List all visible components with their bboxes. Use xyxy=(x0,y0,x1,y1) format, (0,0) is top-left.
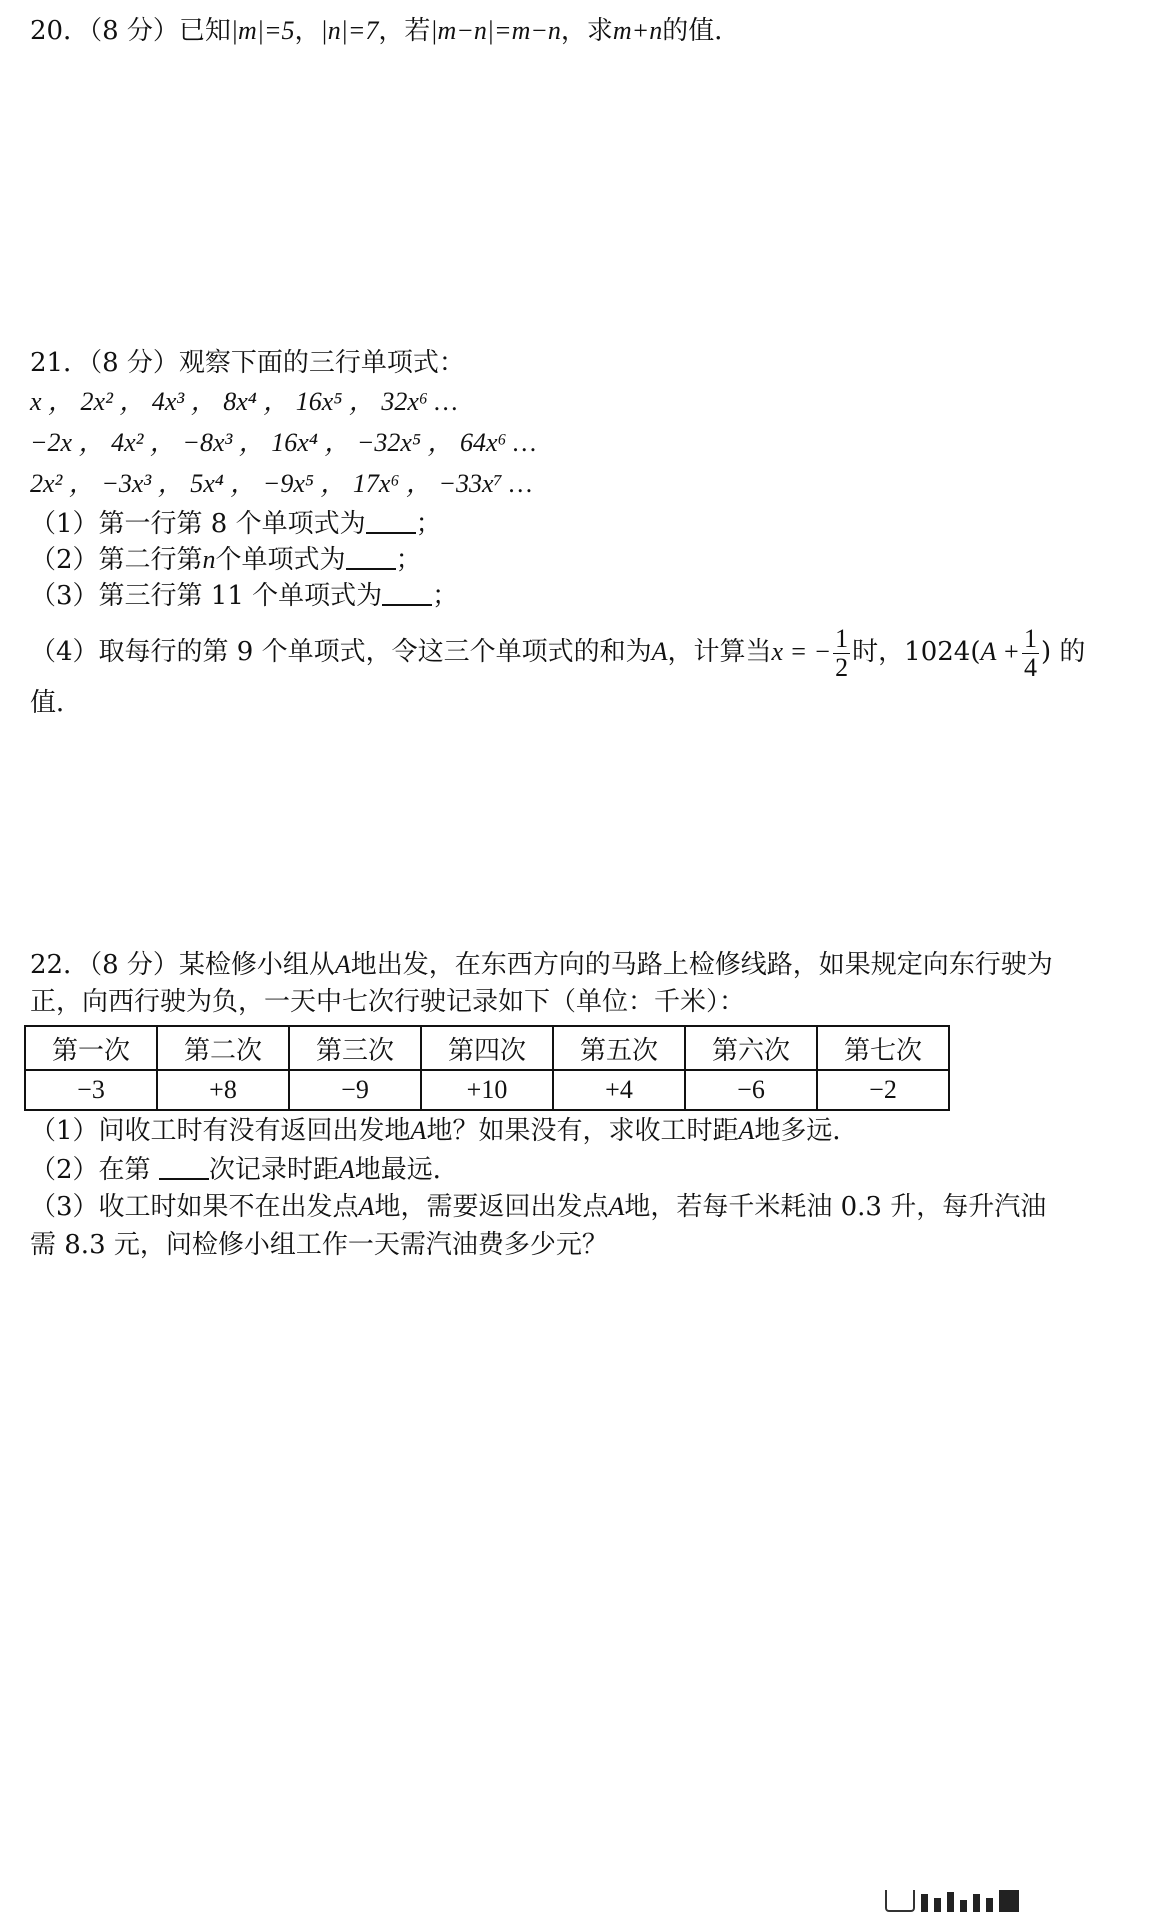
part-text: ) 的 xyxy=(1040,637,1086,667)
logo-bar xyxy=(947,1892,954,1912)
frac-denominator: 4 xyxy=(1023,652,1037,682)
q21-row-2 xyxy=(30,426,536,460)
part-text: （3）收工时如果不在出发点 xyxy=(30,1192,359,1222)
frac-numerator: 1 xyxy=(1023,623,1037,653)
frac-denominator: 2 xyxy=(835,652,849,682)
part-text: （4）取每行的第 9 个单项式，令这三个单项式的和为 xyxy=(30,637,652,667)
fraction-one-half xyxy=(833,625,850,682)
monomial-row: 2x² ， −3x³ ， 5x⁴ ， −9x⁵ ， 17x⁶ ， −33x⁷ … xyxy=(30,469,533,498)
header-cell: 第三次 xyxy=(289,1026,421,1070)
q22-part-3 xyxy=(30,1190,1046,1224)
logo-bar xyxy=(934,1898,941,1912)
value-cell: +10 xyxy=(421,1070,553,1110)
part-text: （2）在第 xyxy=(30,1155,151,1185)
logo-bar xyxy=(960,1900,967,1912)
value-cell: +4 xyxy=(553,1070,685,1110)
logo-bar xyxy=(921,1894,928,1912)
q20-suffix: 的值． xyxy=(662,16,741,46)
part-end: ； xyxy=(415,509,442,539)
header-cell: 第五次 xyxy=(553,1026,685,1070)
part-text: 个单项式为 xyxy=(215,545,346,575)
q21-part-1 xyxy=(30,506,442,541)
watermark-logo-icon xyxy=(885,1890,1019,1912)
part-text: （1）第一行第 8 个单项式为 xyxy=(30,509,366,539)
q21-part-2 xyxy=(30,542,422,577)
var-n: n xyxy=(202,545,216,574)
header-cell: 第六次 xyxy=(685,1026,817,1070)
part-text: （1）问收工时有没有返回出发地 xyxy=(30,1116,411,1146)
part-text: 地多远． xyxy=(754,1116,859,1146)
var-A: A xyxy=(338,1155,355,1184)
q22-part-1 xyxy=(30,1114,858,1148)
frac-numerator: 1 xyxy=(835,623,849,653)
part-text: 地最远． xyxy=(354,1155,459,1185)
var-A: A xyxy=(334,950,351,979)
q20-prefix: 20．（8 分）已知 xyxy=(30,16,231,46)
part-end: ； xyxy=(395,545,422,575)
value-cell: −2 xyxy=(817,1070,949,1110)
part-text: 地？如果没有，求收工时距 xyxy=(426,1116,739,1146)
q22-text: 地出发，在东西方向的马路上检修线路，如果规定向东行驶为 xyxy=(350,950,1053,980)
var-x: x = − xyxy=(771,637,832,666)
header-cell: 第二次 xyxy=(157,1026,289,1070)
monomial-row: x ， 2x² ， 4x³ ， 8x⁴ ， 16x⁵ ， 32x⁶ … xyxy=(30,387,458,416)
q22-text: 22．（8 分）某检修小组从 xyxy=(30,950,335,980)
part-text: ，计算当 xyxy=(667,637,772,667)
q20-sum: m+n xyxy=(612,16,663,45)
q21-part-4-tail: 值． xyxy=(30,688,83,718)
q21-part-4 xyxy=(30,622,1085,682)
part-text: 地，若每千米耗油 0.3 升，每升汽油 xyxy=(624,1192,1047,1222)
answer-blank[interactable] xyxy=(346,542,396,570)
part-text: 地，需要返回出发点 xyxy=(374,1192,609,1222)
q21-row-3 xyxy=(30,467,532,501)
part-text: 次记录时距 xyxy=(208,1155,339,1185)
q21-title: 21．（8 分）观察下面的三行单项式： xyxy=(30,348,465,378)
q22-line-2: 正，向西行驶为负，一天中七次行驶记录如下（单位：千米）： xyxy=(30,987,746,1017)
driving-records-table xyxy=(24,1025,950,1111)
header-cell: 第一次 xyxy=(25,1026,157,1070)
q20-sep: ，若 xyxy=(378,16,431,46)
q21-part-3 xyxy=(30,578,458,613)
part-end: ； xyxy=(432,581,459,611)
value-cell: +8 xyxy=(157,1070,289,1110)
value-cell: −6 xyxy=(685,1070,817,1110)
logo-bar xyxy=(999,1890,1019,1912)
q22-part-2 xyxy=(30,1152,459,1187)
q21-row-1 xyxy=(30,385,458,419)
q20-abs-m: |m|=5 xyxy=(230,16,295,45)
value-cell: −9 xyxy=(289,1070,421,1110)
var-A: A xyxy=(410,1116,427,1145)
logo-bar xyxy=(986,1898,993,1912)
table-row xyxy=(25,1070,949,1110)
q22-line-1 xyxy=(30,948,1053,982)
answer-blank[interactable] xyxy=(382,578,432,606)
table-header-row xyxy=(25,1026,949,1070)
logo-bar xyxy=(973,1894,980,1912)
monomial-row: −2x ， 4x² ， −8x³ ， 16x⁴ ， −32x⁵ ， 64x⁶ … xyxy=(30,428,537,457)
value-cell: −3 xyxy=(25,1070,157,1110)
q20-sep: ，求 xyxy=(560,16,613,46)
var-A: A + xyxy=(980,637,1020,666)
q20-sep: ， xyxy=(294,16,321,46)
q22-part-3-line-2: 需 8.3 元，问检修小组工作一天需汽油费多少元？ xyxy=(30,1230,608,1260)
part-text: （3）第三行第 11 个单项式为 xyxy=(30,581,383,611)
part-text: 时，1024( xyxy=(852,637,981,667)
logo-box xyxy=(885,1890,915,1912)
var-A: A xyxy=(651,637,668,666)
var-A: A xyxy=(608,1192,625,1221)
part-text: （2）第二行第 xyxy=(30,545,203,575)
answer-blank[interactable] xyxy=(159,1152,209,1180)
header-cell: 第四次 xyxy=(421,1026,553,1070)
q20-abs-n: |n|=7 xyxy=(320,16,379,45)
var-A: A xyxy=(358,1192,375,1221)
answer-blank[interactable] xyxy=(366,506,416,534)
question-20 xyxy=(30,14,740,48)
fraction-one-quarter xyxy=(1022,625,1039,682)
header-cell: 第七次 xyxy=(817,1026,949,1070)
q20-abs-mn: |m−n|=m−n xyxy=(430,16,561,45)
var-A: A xyxy=(738,1116,755,1145)
